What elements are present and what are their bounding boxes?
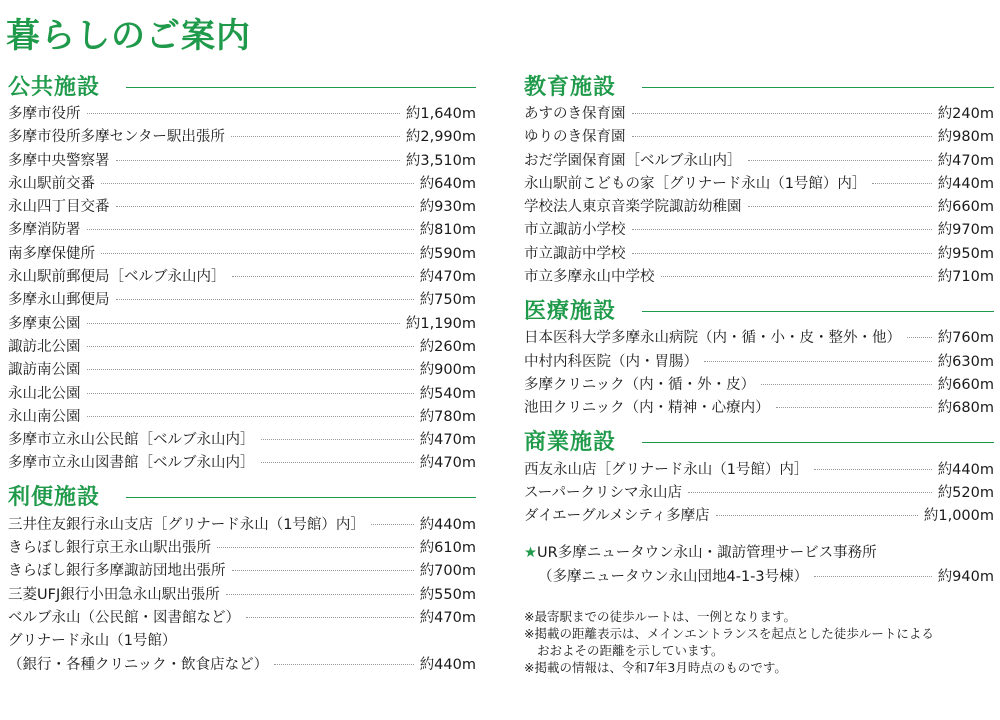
education-facilities-section (524, 70, 994, 288)
list-item (524, 195, 994, 218)
facility-distance: 約470m (937, 152, 994, 169)
list-item (8, 583, 476, 606)
facility-distance: 約660m (937, 376, 994, 393)
facility-distance: 約1,640m (405, 106, 476, 122)
facility-distance: 約3,510m (405, 152, 476, 169)
list-item (8, 102, 476, 125)
facility-name: 多摩市役所多摩センター駅出張所 (8, 129, 225, 146)
facility-name: スーパークリシマ永山店 (524, 484, 683, 501)
leader-dots (748, 206, 932, 207)
list-item (8, 382, 476, 405)
list-item (8, 312, 476, 335)
facility-distance: 約660m (937, 199, 994, 216)
note: ※最寄駅までの徒歩ルートは、一例となります。 (524, 609, 796, 625)
ur-office-title: UR多摩ニュータウン永山・諏訪管理サービス事務所 (537, 545, 877, 562)
list-item (524, 350, 994, 373)
leader-dots (232, 570, 414, 571)
list-item (524, 481, 994, 504)
facility-name: 学校法人東京音楽学院諏訪幼稚園 (524, 199, 742, 216)
list-item (8, 606, 476, 629)
facility-distance: 約440m (419, 656, 476, 673)
facility-name: 永山北公園 (8, 385, 81, 402)
note: おおよその距離を示しています。 (537, 643, 724, 659)
facility-distance: 約900m (419, 362, 476, 379)
leader-dots (814, 469, 931, 470)
facility-distance: 約750m (419, 292, 476, 309)
leader-dots (632, 113, 932, 114)
page-title: 暮らしのご案内 (6, 16, 251, 56)
list-item (8, 559, 476, 582)
facility-distance: 約760m (937, 330, 994, 347)
facility-distance: 約260m (419, 338, 476, 355)
facility-distance: 約630m (937, 353, 994, 370)
facility-name: ベルブ永山（公民館・図書館など） (8, 609, 240, 626)
leader-dots (87, 369, 414, 370)
facility-distance: 約440m (419, 516, 476, 533)
public-facilities-section (8, 70, 476, 475)
commercial-list (524, 458, 994, 528)
facility-name: 永山駅前郵便局［ベルブ永山内］ (8, 269, 226, 286)
facility-name: 日本医科大学多摩永山病院（内・循・小・皮・整外・他） (524, 330, 901, 347)
medical-list (524, 326, 994, 419)
leader-dots (716, 515, 918, 516)
list-item (8, 629, 476, 652)
facility-distance: 約2,990m (405, 129, 476, 146)
facility-name: ダイエーグルメシティ多摩店 (524, 508, 710, 525)
facility-name: 多摩市役所 (8, 106, 81, 122)
leader-dots (704, 361, 932, 362)
facility-name: 中村内科医院（内・胃腸） (524, 353, 698, 370)
right-column (524, 70, 994, 676)
facility-name: 市立諏訪中学校 (524, 245, 626, 262)
list-item (8, 358, 476, 381)
leader-dots (87, 323, 400, 324)
facility-distance: 約240m (937, 106, 994, 122)
facility-name: きらぼし銀行京王永山駅出張所 (8, 540, 211, 557)
leader-dots (231, 136, 400, 137)
list-item (8, 536, 476, 559)
facility-distance: 約610m (419, 540, 476, 557)
facility-distance: 約590m (419, 245, 476, 262)
facility-distance: 約680m (937, 400, 994, 417)
facility-name: 諏訪南公園 (8, 362, 81, 379)
facility-name: おだ学園保育園［ベルブ永山内］ (524, 152, 742, 169)
leader-dots (232, 276, 414, 277)
leader-dots (101, 183, 414, 184)
footnotes (524, 608, 994, 676)
list-item (524, 373, 994, 396)
leader-dots (116, 206, 414, 207)
list-item (8, 653, 476, 676)
facility-distance: 約780m (419, 408, 476, 425)
section-divider (642, 311, 994, 312)
leader-dots (261, 462, 414, 463)
ur-office-address: （多摩ニュータウン永山団地4-1-3号棟） (538, 568, 809, 585)
leader-dots (261, 439, 414, 440)
facility-distance: 約700m (419, 563, 476, 580)
leader-dots (371, 524, 414, 525)
facility-name: 永山駅前交番 (8, 175, 95, 192)
section-header (8, 70, 476, 100)
list-item (8, 218, 476, 241)
left-column (8, 70, 476, 682)
section-header (8, 481, 476, 511)
list-item (8, 335, 476, 358)
medical-facilities-section (524, 294, 994, 419)
section-title: 医療施設 (524, 298, 617, 324)
note: ※掲載の距離表示は、メインエントランスを起点とした徒歩ルートによる (524, 626, 934, 642)
facility-name: 諏訪北公園 (8, 338, 81, 355)
facility-distance: 約440m (937, 461, 994, 478)
leader-dots (814, 576, 932, 577)
facility-name: 多摩クリニック（内・循・外・皮） (524, 376, 756, 393)
list-item (524, 326, 994, 349)
list-item (524, 149, 994, 172)
facility-name: 池田クリニック（内・精神・心療内） (524, 400, 770, 417)
list-item (524, 504, 994, 527)
leader-dots (87, 113, 400, 114)
leader-dots (632, 253, 932, 254)
facility-distance: 約470m (419, 609, 476, 626)
list-item (8, 428, 476, 451)
facility-distance: 約550m (419, 586, 476, 603)
facility-distance: 約470m (419, 432, 476, 449)
facility-distance: 約470m (419, 455, 476, 472)
list-item (524, 125, 994, 148)
leader-dots (632, 136, 932, 137)
facility-name: ゆりのき保育園 (524, 129, 626, 146)
facility-name: あすのき保育園 (524, 106, 626, 122)
facility-name: 多摩消防署 (8, 222, 81, 239)
leader-dots (87, 393, 414, 394)
leader-dots (688, 492, 932, 493)
facility-name: 多摩東公園 (8, 315, 81, 332)
list-item (8, 513, 476, 536)
leader-dots (87, 229, 414, 230)
convenience-list (8, 513, 476, 629)
facility-name: 多摩中央警察署 (8, 152, 110, 169)
facility-name: 市立諏訪小学校 (524, 222, 626, 239)
list-item (8, 288, 476, 311)
leader-dots (872, 183, 931, 184)
convenience-facilities-section (8, 481, 476, 676)
facility-distance: 約640m (419, 175, 476, 192)
leader-dots (776, 407, 932, 408)
commercial-facilities-section (524, 426, 994, 528)
facility-distance: 約930m (419, 199, 476, 216)
facility-distance: 約950m (937, 245, 994, 262)
leader-dots (87, 346, 414, 347)
facility-distance: 約1,000m (923, 508, 994, 525)
list-item (8, 265, 476, 288)
list-item (524, 218, 994, 241)
leader-dots (217, 547, 414, 548)
list-item (8, 405, 476, 428)
leader-dots (246, 617, 414, 618)
list-item (524, 265, 994, 288)
list-item (524, 396, 994, 419)
facility-name: 多摩永山郵便局 (8, 292, 110, 309)
list-item (524, 102, 994, 125)
section-title: 商業施設 (524, 430, 617, 456)
facility-name: 永山駅前こどもの家［グリナード永山（1号館）内］ (524, 175, 867, 192)
note: ※掲載の情報は、令和7年3月時点のものです。 (524, 660, 787, 676)
facility-name: 南多摩保健所 (8, 245, 95, 262)
section-header (524, 426, 994, 456)
section-title: 教育施設 (524, 74, 617, 100)
list-item (8, 125, 476, 148)
facility-distance: 約520m (937, 484, 994, 501)
list-item (524, 565, 994, 588)
leader-dots (101, 253, 414, 254)
facility-distance: 約470m (419, 269, 476, 286)
leader-dots (274, 664, 414, 665)
facility-name: 永山南公園 (8, 408, 81, 425)
section-divider (126, 87, 476, 88)
list-item (8, 242, 476, 265)
star-icon: ★ (524, 545, 537, 562)
leader-dots (226, 594, 414, 595)
list-item (8, 149, 476, 172)
facility-distance: 約1,190m (405, 315, 476, 332)
list-item (524, 172, 994, 195)
section-header (524, 294, 994, 324)
facility-name: 西友永山店［グリナード永山（1号館）内］ (524, 461, 809, 478)
facility-distance: 約810m (419, 222, 476, 239)
section-header (524, 70, 994, 100)
leader-dots (748, 160, 932, 161)
facility-name: きらぼし銀行多摩諏訪団地出張所 (8, 563, 226, 580)
leader-dots (907, 337, 932, 338)
ur-office (524, 541, 994, 588)
ur-office-distance: 約940m (937, 568, 994, 585)
section-title: 公共施設 (8, 74, 101, 100)
facility-name: （銀行・各種クリニック・飲食店など） (8, 656, 269, 673)
leader-dots (87, 416, 414, 417)
facility-name: 永山四丁目交番 (8, 199, 110, 216)
list-item (524, 458, 994, 481)
facility-distance: 約710m (937, 269, 994, 286)
section-divider (126, 497, 476, 498)
facility-name: 三菱UFJ銀行小田急永山駅出張所 (8, 586, 220, 603)
leader-dots (116, 160, 400, 161)
facility-name: 三井住友銀行永山支店［グリナード永山（1号館）内］ (8, 516, 365, 533)
section-divider (642, 87, 994, 88)
list-item (524, 242, 994, 265)
section-title: 利便施設 (8, 485, 101, 511)
leader-dots (116, 299, 414, 300)
facility-name: 市立多摩永山中学校 (524, 269, 655, 286)
public-list (8, 102, 476, 475)
leader-dots (761, 384, 932, 385)
leader-dots (661, 276, 932, 277)
facility-name: グリナード永山（1号館） (8, 633, 177, 650)
list-item (8, 195, 476, 218)
facility-distance: 約970m (937, 222, 994, 239)
facility-name: 多摩市立永山公民館［ベルブ永山内］ (8, 432, 255, 449)
facility-distance: 約540m (419, 385, 476, 402)
ur-office-name (524, 541, 994, 564)
section-divider (642, 442, 994, 443)
leader-dots (632, 229, 932, 230)
list-item (8, 451, 476, 474)
facility-distance: 約980m (937, 129, 994, 146)
facility-name: 多摩市立永山図書館［ベルブ永山内］ (8, 455, 255, 472)
facility-distance: 約440m (937, 175, 994, 192)
list-item (8, 172, 476, 195)
education-list (524, 102, 994, 288)
